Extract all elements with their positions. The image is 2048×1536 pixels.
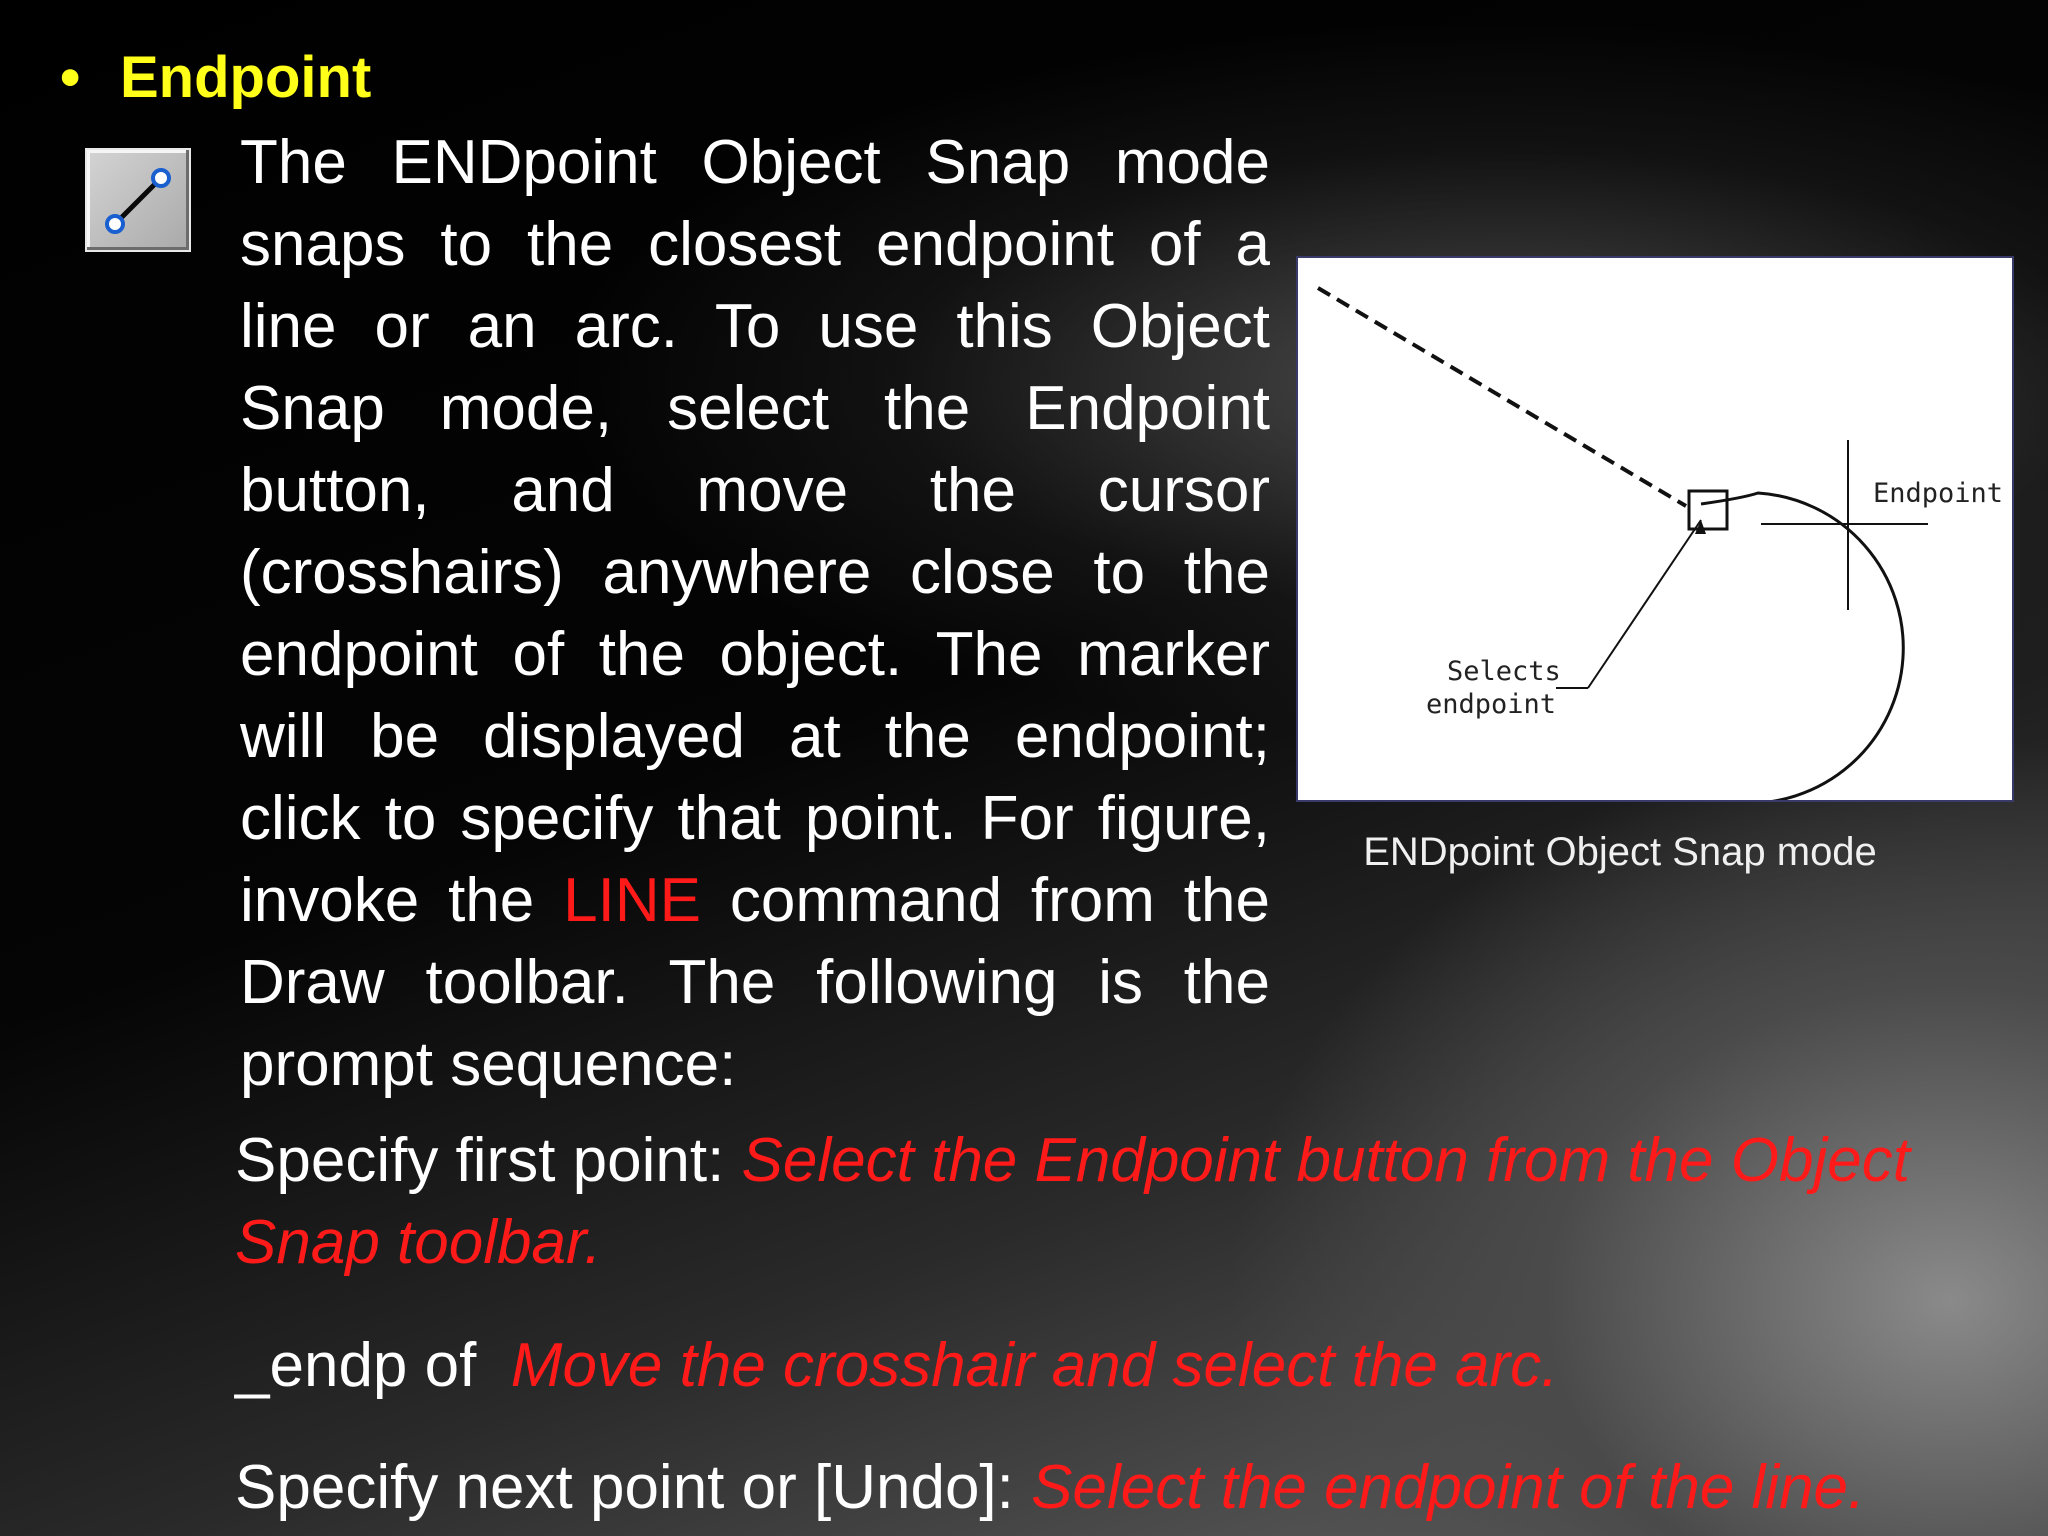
leader-line	[1588, 520, 1701, 688]
prompt-text: Specify next point or [Undo]:	[235, 1453, 1032, 1522]
endpoint-marker	[1689, 491, 1727, 529]
endpoint-label: Endpoint	[1873, 478, 2004, 509]
prompt-line-1	[235, 1120, 1995, 1284]
endpoint-snap-figure	[1296, 256, 2014, 802]
prompt-instruction: Move the crosshair and select the arc.	[510, 1331, 1559, 1400]
description-paragraph	[240, 122, 1270, 1106]
bullet: •	[60, 45, 81, 110]
endpoint-snap-icon	[87, 150, 193, 254]
endpoint-snap-button[interactable]	[85, 148, 191, 252]
selects-label-line2: endpoint	[1426, 689, 1557, 720]
paragraph-text-1: The ENDpoint Object Snap mode snaps to the closest endpoint of a line or an arc. To use this Object Snap mode, select the Endpoint button, and move the cursor (crosshairs) anywhere close to the endpoint of the object. The marker will be displayed at the endpoint; click to specify that point. For figure, invoke the	[240, 128, 1270, 935]
prompt-line-3	[235, 1447, 1995, 1529]
paragraph-text-2: command from the Draw toolbar. The following is the prompt sequence:	[240, 866, 1270, 1099]
prompt-text: Specify first point:	[235, 1126, 742, 1195]
figure-caption: ENDpoint Object Snap mode	[1363, 830, 1877, 874]
prompt-line-2	[235, 1325, 1995, 1407]
line-command-highlight: LINE	[563, 866, 701, 935]
section-heading	[60, 42, 371, 114]
dashed-line	[1318, 288, 1686, 506]
figure-drawing	[1298, 258, 2012, 800]
selects-label-line1: Selects	[1447, 656, 1561, 687]
prompt-text: _endp of	[235, 1331, 511, 1400]
prompt-instruction: Select the Endpoint button from the Object Snap toolbar.	[235, 1126, 1910, 1277]
arc	[1701, 493, 1903, 800]
heading-title: Endpoint	[120, 45, 372, 110]
prompt-instruction: Select the endpoint of the line.	[1031, 1453, 1866, 1522]
